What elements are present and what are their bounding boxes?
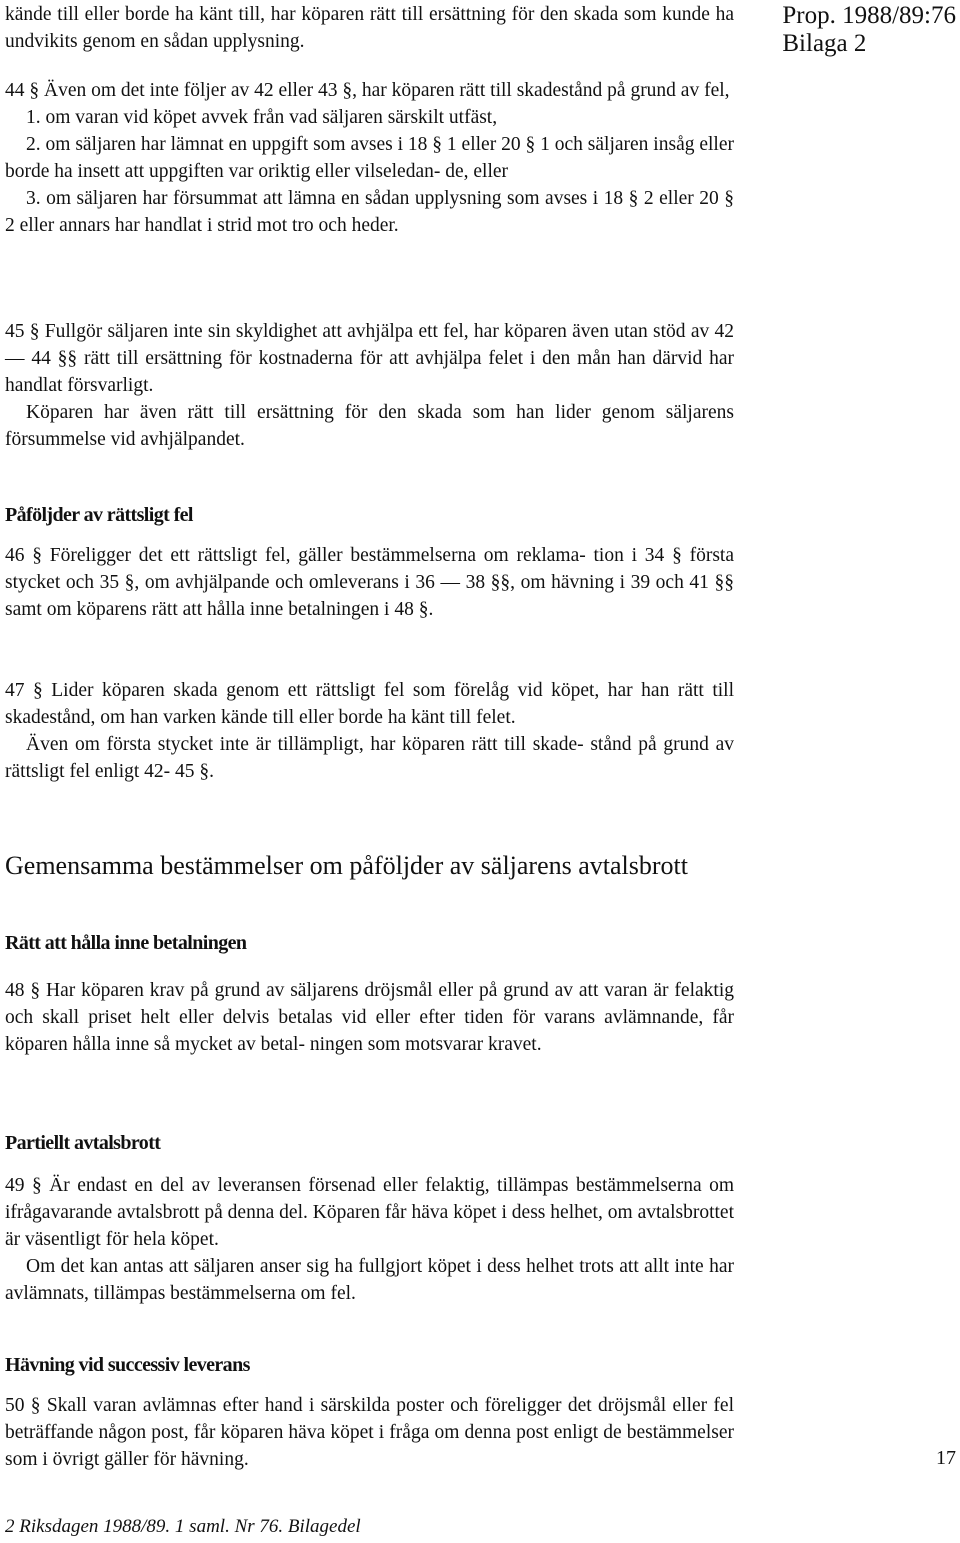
section-49-p1: 49 § Är endast en del av leveransen försenad eller felaktig, tillämpas bestämmelserna om ifrågavarande avtalsbrott på denna del. Köparen får häva köpet i dess helhet, om avtalsbrottet är väsentligt för hela köpet. [5,1175,734,1250]
bilaga-label: Bilaga 2 [782,30,867,57]
section-45-p2: Köparen har även rätt till ersättning för den skada som han lider genom säljarens försummelse vid avhjälpandet. [5,402,734,450]
section-50 [5,1392,734,1473]
continued-text: kände till eller borde ha känt till, har köparen rätt till ersättning för den skada som kunde ha undvikits genom en sådan upplysning. [5,4,734,52]
section-46 [5,542,734,623]
section-44-item-1: 1. om varan vid köpet avvek från vad säljaren särskilt utfäst, [26,107,498,128]
heading-partiellt: Partiellt avtalsbrott [5,1132,161,1154]
section-45 [5,318,734,453]
section-44-intro: 44 § Även om det inte följer av 42 eller 43 §, har köparen rätt till skadestånd på grund av fel, [5,80,730,101]
heading-partiellt-block [5,1130,734,1157]
page-footer: 2 Riksdagen 1988/89. 1 saml. Nr 76. Bilagedel [5,1516,361,1537]
section-50-text: 50 § Skall varan avlämnas efter hand i särskilda poster och föreligger det dröjsmål eller fel beträffande någon post, får köparen häva köpet i fråga om denna post enligt de bestämmelser som i övrigt gäller för hävning. [5,1395,734,1470]
section-49 [5,1172,734,1307]
heading-rattsligt-fel: Påföljder av rättsligt fel [5,504,193,526]
heading-gemensamma-block [5,850,734,881]
heading-rattsligt-fel-block [5,502,734,529]
top-paragraph [5,1,734,55]
document-header [782,2,956,58]
section-48 [5,977,734,1058]
section-46-text: 46 § Föreligger det ett rättsligt fel, gäller bestämmelserna om reklama- tion i 34 § första stycket och 35 §, om avhjälpande och omleverans i 36 — 38 §§, om hävning i 39 och 41 §§ samt om köparens rätt att hålla inne betalningen i 48 §. [5,545,734,620]
heading-halla-block [5,930,734,957]
prop-reference: Prop. 1988/89:76 [782,2,956,29]
section-47 [5,677,734,785]
section-49-p2: Om det kan antas att säljaren anser sig ha fullgjort köpet i dess helhet trots att allt inte har avlämnats, tillämpas bestämmelserna om fel. [5,1256,734,1304]
section-44-item-2: 2. om säljaren har lämnat en uppgift som avses i 18 § 1 eller 20 § 1 och säljaren insåg eller borde ha insett att uppgiften var oriktig eller vilseledan- de, eller [5,134,734,182]
section-47-p2: Även om första stycket inte är tillämpligt, har köparen rätt till skade- stånd på grund av rättsligt fel enligt 42- 45 §. [5,734,734,782]
heading-havning: Hävning vid successiv leverans [5,1354,250,1376]
heading-halla-inne: Rätt att hålla inne betalningen [5,932,247,954]
heading-gemensamma: Gemensamma bestämmelser om påföljder av säljarens avtalsbrott [5,851,688,880]
section-44-item-3: 3. om säljaren har försummat att lämna en sådan upplysning som avses i 18 § 2 eller 20 § 2 eller annars har handlat i strid mot tro och heder. [5,188,734,236]
section-44 [5,77,734,239]
page-number: 17 [936,1447,956,1469]
section-45-p1: 45 § Fullgör säljaren inte sin skyldighet att avhjälpa ett fel, har köparen även utan stöd av 42 — 44 §§ rätt till ersättning för kostnaderna för att avhjälpa felet i den mån han därvid har handlat försvarligt. [5,321,734,396]
section-47-p1: 47 § Lider köparen skada genom ett rättsligt fel som förelåg vid köpet, har han rätt till skadestånd, om han varken kände till eller borde ha känt till felet. [5,680,734,728]
section-48-text: 48 § Har köparen krav på grund av säljarens dröjsmål eller på grund av att varan är felaktig och skall priset helt eller delvis betalas vid eller efter tiden för varans avlämnande, får köparen hålla inne så mycket av betal- ningen som motsvarar kravet. [5,980,734,1055]
heading-havning-block [5,1352,734,1379]
